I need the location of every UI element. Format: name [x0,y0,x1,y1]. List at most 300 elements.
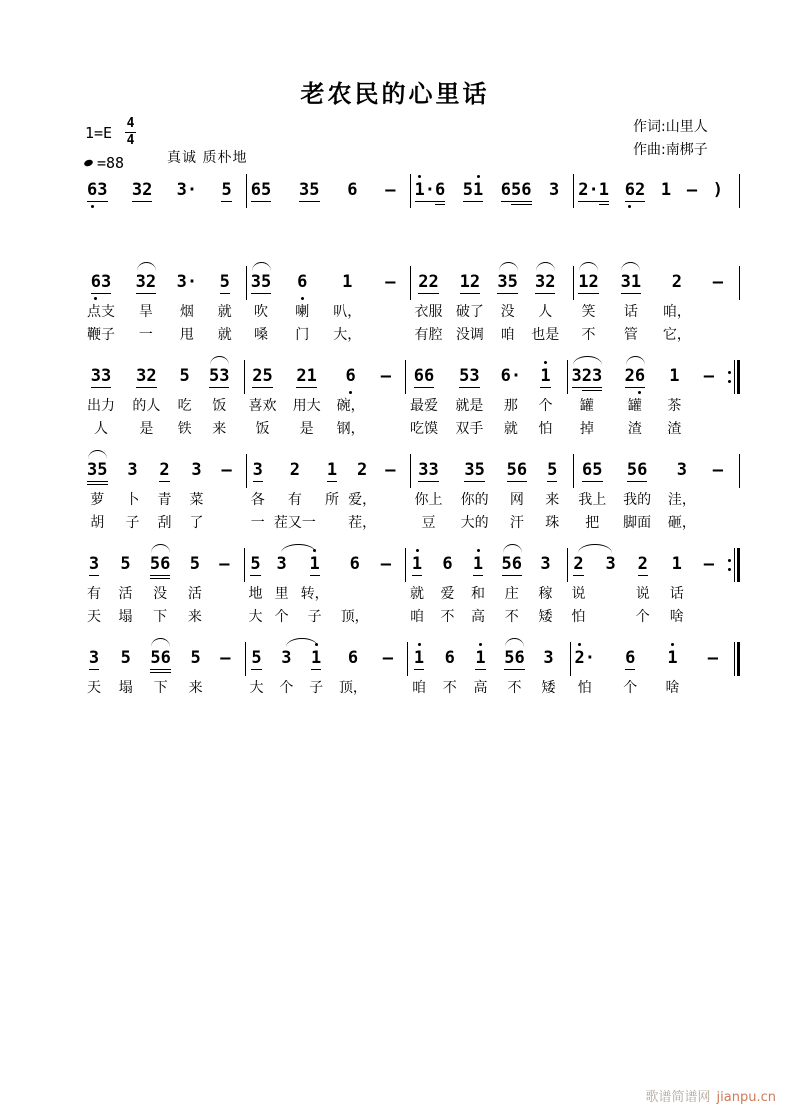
note-cell [463,180,484,200]
underline [415,201,446,202]
underline [547,481,557,482]
note-cell [502,554,523,627]
octave-dot-low [91,205,94,208]
music-system [83,180,740,208]
note-cell [461,460,489,533]
underline [136,293,157,294]
note-digit: 1 [667,648,677,668]
measure [574,180,737,200]
note-cell [455,366,483,439]
lyric-syllable: 钢， [336,421,365,437]
octave-dot-low [628,205,631,208]
lyric-syllable: 庄 [504,586,519,602]
note-cell [279,648,293,698]
note-group [445,648,455,668]
note-digit: 3 [127,460,138,480]
lyric-syllable: 管 [623,327,638,343]
note-group [346,366,356,386]
note-cell [347,180,357,200]
note-digit: 3 [136,366,147,386]
lyric-syllable: 它， [662,327,691,343]
note-digit: 6 [625,180,635,200]
note-digit: 3 [281,648,292,668]
lyric-syllable: 和 [471,586,485,602]
note-group [219,554,229,574]
note-digit: 5 [219,272,230,292]
note-cell [578,180,609,200]
note-cell [341,554,369,627]
underline [251,201,272,202]
underline [540,387,550,388]
lyric-syllable: 说 [635,586,650,602]
lyric-syllable: 汗 [509,515,524,531]
note-digit: 2 [581,366,592,386]
system-line [83,648,740,698]
note-digit: 2 [634,180,646,200]
note-group [250,554,260,574]
note-group [415,180,446,200]
note-digit: 2 [469,272,481,292]
lyric-syllable: 就 [217,304,232,320]
note-digit: 1 [414,648,424,668]
note-group [672,554,682,574]
note-digit: 1 [310,554,320,574]
note-digit: 5 [474,460,485,480]
slur-arc [536,262,555,271]
lyric-syllable: 烟 [179,304,194,320]
note-cell [209,366,230,439]
slur-arc [578,544,612,553]
note-group [414,648,424,668]
note-cell [504,648,525,698]
lyric-syllable: 不 [442,680,457,696]
lyric-syllable: 活 [118,586,133,602]
note-cell [663,272,691,345]
lyric-syllable: 罐 [627,398,642,414]
note-group [159,460,169,480]
note-digit: 5 [250,554,261,574]
note-cell [572,366,603,439]
underline [89,669,99,670]
underline [251,293,272,294]
note-digit: 5 [208,366,220,386]
note-group [209,366,230,386]
note-digit: 5 [309,180,320,200]
note-digit: 6 [442,554,453,574]
music-system [83,460,740,533]
lyric-syllable: 渣 [627,421,642,437]
music-system [83,272,740,345]
slur-arc [621,262,640,271]
end-barline-single [737,454,740,488]
note-digit: — [686,180,698,200]
octave-dot-high [544,361,547,364]
lyric-syllable: 就 [503,421,518,437]
note-digit: 1 [326,460,338,480]
note-group [578,272,599,292]
system-line [83,460,740,533]
note-cell [385,272,395,345]
note-digit: 3 [101,272,112,292]
note-digit: 5 [459,366,470,386]
lyric-syllable: 嗓 [254,327,268,343]
underline [91,293,112,294]
note-digit: 6 [347,648,359,668]
slur-arc [281,544,316,553]
lyric-syllable: 转， [300,586,329,602]
note-digit: 3 [176,272,187,292]
note-group [127,460,137,480]
note-digit: · [186,272,198,292]
note-digit: 5 [626,460,638,480]
lyric-syllable: 有 [287,492,302,508]
note-digit: · [186,180,198,200]
lyric-syllable: 高 [471,609,485,625]
lyric-syllable: 没 [500,304,515,320]
repeat-dot [728,559,731,562]
slur-arc [286,638,318,647]
underline [501,201,532,202]
note-digit: 6 [637,460,648,480]
octave-dot-high [416,549,419,552]
note-cell [623,648,637,698]
underline [252,387,273,388]
lyric-syllable: 胡 [90,515,105,531]
key-signature [85,118,136,147]
note-digit: · [588,180,599,200]
note-group [627,460,648,480]
underline [573,575,583,576]
note-group [220,272,230,292]
note-group [672,272,682,292]
lyric-syllable: 个 [635,609,650,625]
note-digit: 3 [176,180,187,200]
repeat-dot [728,371,731,374]
slur-arc [626,356,645,365]
note-group [327,460,337,480]
underline [627,481,648,482]
note-cell [221,180,231,200]
note-digit: 5 [511,180,522,200]
lyric-syllable: 渣 [667,421,682,437]
note-cell [337,366,365,439]
note-group [704,554,714,574]
note-digit: · [424,180,435,200]
note-digit: 2 [575,648,585,668]
lyric-syllable: 的人 [132,398,161,414]
octave-dot-high [418,175,421,178]
lyric-syllable: 个 [623,680,638,696]
note-digit: 2 [545,272,556,292]
lyric-syllable: 一 [138,327,153,343]
underline [638,575,648,576]
note-cell [309,648,323,698]
repeat-dot [728,380,731,383]
octave-dot-high [671,643,674,646]
note-group [89,648,99,668]
note-group [578,180,609,200]
lyric-syllable: 萝 [90,492,105,508]
lyric-syllable: 掉 [579,421,594,437]
lyric-syllable: 有腔 [414,327,443,343]
lyric-syllable: 出力 [87,398,115,414]
note-group [572,366,603,386]
lyric-syllable: 我的 [623,492,652,508]
note-cell [572,554,586,627]
octave-dot-high [477,549,480,552]
note-digit: — [707,648,718,668]
note-digit: 1 [473,554,483,574]
note-digit: 2 [142,180,153,200]
underline [253,481,263,482]
note-group [251,648,261,668]
lyric-syllable: 卜 [125,492,140,508]
note-group [625,180,646,200]
note-cell [251,272,272,345]
note-cell [87,648,101,698]
underline [418,481,439,482]
underline-2 [150,672,171,673]
note-digit: 3 [543,648,554,668]
note-group [625,648,635,668]
note-digit: 5 [190,648,201,668]
lyric-syllable: 旱 [138,304,153,320]
lyric-syllable: 是 [299,421,314,437]
note-cell [87,460,108,533]
note-digit: 3 [252,460,263,480]
underline [150,669,171,670]
octave-dot-high [477,175,480,178]
note-group [547,460,557,480]
bar-thick [737,548,740,582]
lyric-syllable: 喇 [295,304,310,320]
underline [414,387,435,388]
note-digit: 5 [251,648,262,668]
measure [245,554,406,627]
note-group [497,272,518,292]
note-group [150,554,171,574]
note-cell [150,648,171,698]
underline-partial [511,204,532,205]
note-group [381,366,391,386]
note-digit: 2 [637,554,648,574]
note-cell [670,554,684,627]
note-cell [177,272,198,345]
lyric-syllable: 就是 [455,398,484,414]
lyric-syllable: 啥 [669,609,684,625]
note-digit: 6 [500,366,511,386]
note-digit: 2 [252,366,263,386]
note-cell [299,180,320,200]
note-digit: 3 [605,554,616,574]
lyric-syllable: 来 [212,421,227,437]
lyric-syllable: 子 [307,609,322,625]
note-digit: 1 [342,272,353,292]
note-digit: 1 [459,272,470,292]
lyric-syllable: 咱， [662,304,691,320]
note-digit: 5 [120,648,131,668]
underline [299,201,320,202]
note-cell [545,460,559,533]
note-digit: 1 [415,180,425,200]
note-group [606,554,616,574]
note-digit: 6 [635,366,645,386]
note-group [669,366,679,386]
lyric-syllable: 破了 [455,304,484,320]
note-group [502,554,523,574]
note-group [535,272,556,292]
note-digit: 3 [88,554,100,574]
note-digit: 6 [521,180,532,200]
note-digit: — [385,460,396,480]
note-cell [126,460,140,533]
underline [572,387,603,388]
note-cell [251,180,272,200]
note-digit: 6 [413,366,424,386]
score [83,180,740,719]
note-group [464,460,485,480]
credits [633,116,708,162]
note-cell [222,460,232,533]
note-group [357,460,367,480]
lyric-syllable: 门 [295,327,310,343]
note-digit: 6 [250,180,261,200]
underline [464,481,485,482]
note-group [708,648,718,668]
note-digit: 3 [135,272,146,292]
lyric-syllable: 也是 [531,327,560,343]
underline [473,575,483,576]
underline [502,575,523,576]
measure [406,554,567,627]
lyric-syllable: 地 [248,586,263,602]
note-group [91,366,112,386]
lyric-syllable: 天 [87,609,101,625]
measure [408,648,570,698]
note-cell [575,648,596,698]
lyric-syllable: 了 [189,515,204,531]
note-digit: 3 [571,366,582,386]
lyric-syllable: 个 [274,609,289,625]
bar-thin [734,548,735,582]
measure [247,460,410,533]
slur-arc [151,544,170,553]
note-cell [538,366,552,439]
underline [475,669,485,670]
lyric-syllable: 笑 [581,304,596,320]
octave-dot-low [94,297,97,300]
lyric-syllable: 刮 [157,515,172,531]
expression-marking: 真诚 质朴地 [167,150,248,166]
bar-thin [734,642,735,676]
lyric-syllable: 咱 [412,680,426,696]
note-cell [621,272,642,345]
system-line [83,180,740,208]
note-digit: 5 [221,180,232,200]
note-digit: 3 [534,272,546,292]
note-digit: 6 [91,272,101,292]
note-digit: 6 [516,460,528,480]
note-digit: 6 [435,180,446,200]
note-cell [87,272,115,345]
note-digit: — [380,554,391,574]
lyric-syllable: 咱 [410,609,424,625]
note-cell [708,648,718,698]
note-digit: ) [712,180,723,200]
lyric-syllable: 怕 [571,609,586,625]
end-barline-repeat [728,360,740,394]
note-cell [218,272,232,345]
note-group [661,180,671,200]
measure [83,366,244,439]
lyric-syllable: 人 [538,304,553,320]
note-digit: 2 [624,366,635,386]
note-cell [381,366,391,439]
lyric-syllable: 咱 [500,327,515,343]
note-group [132,180,153,200]
note-digit: 3 [88,648,100,668]
note-cell [188,554,202,627]
underline [418,293,439,294]
lyric-syllable: 喜欢 [248,398,277,414]
note-digit: 2 [588,272,599,292]
underline [578,293,599,294]
note-group [540,554,550,574]
note-digit: 1 [475,648,485,668]
note-cell [661,180,671,200]
underline [625,669,635,670]
note-cell [178,366,192,439]
underline [460,293,481,294]
lyric-syllable: 不 [507,680,522,696]
bar-thin [739,174,740,208]
note-group [621,272,642,292]
note-digit: 3 [592,366,603,386]
note-cell [383,648,393,698]
measure [568,366,729,439]
slur-arc [151,638,170,647]
lyric-syllable: 没调 [455,327,484,343]
lyric-syllable: 说 [571,586,586,602]
note-group [136,366,157,386]
bar-thin [739,266,740,300]
note-digit: 1 [473,180,483,200]
note-group [501,180,532,200]
note-group [347,180,357,200]
note-digit: 6 [160,648,171,668]
note-group [507,460,528,480]
measure [411,272,574,345]
lyric-syllable: 人 [94,421,108,437]
note-cell [501,180,532,200]
note-cell [549,180,559,200]
repeat-dot [728,568,731,571]
lyric-syllable: 饭 [212,398,227,414]
note-group [549,180,559,200]
lyric-syllable: 各 [250,492,265,508]
lyric-syllable: 那 [503,398,518,414]
slur-arc [505,638,524,647]
note-digit: 2 [289,460,300,480]
underline [136,387,157,388]
lyric-syllable: 铁 [177,421,192,437]
lyric-syllable: 下 [153,680,168,696]
underline [87,481,108,482]
note-group [222,460,232,480]
note-digit: 6 [160,554,171,574]
slur-arc [573,356,602,365]
note-group [677,460,687,480]
